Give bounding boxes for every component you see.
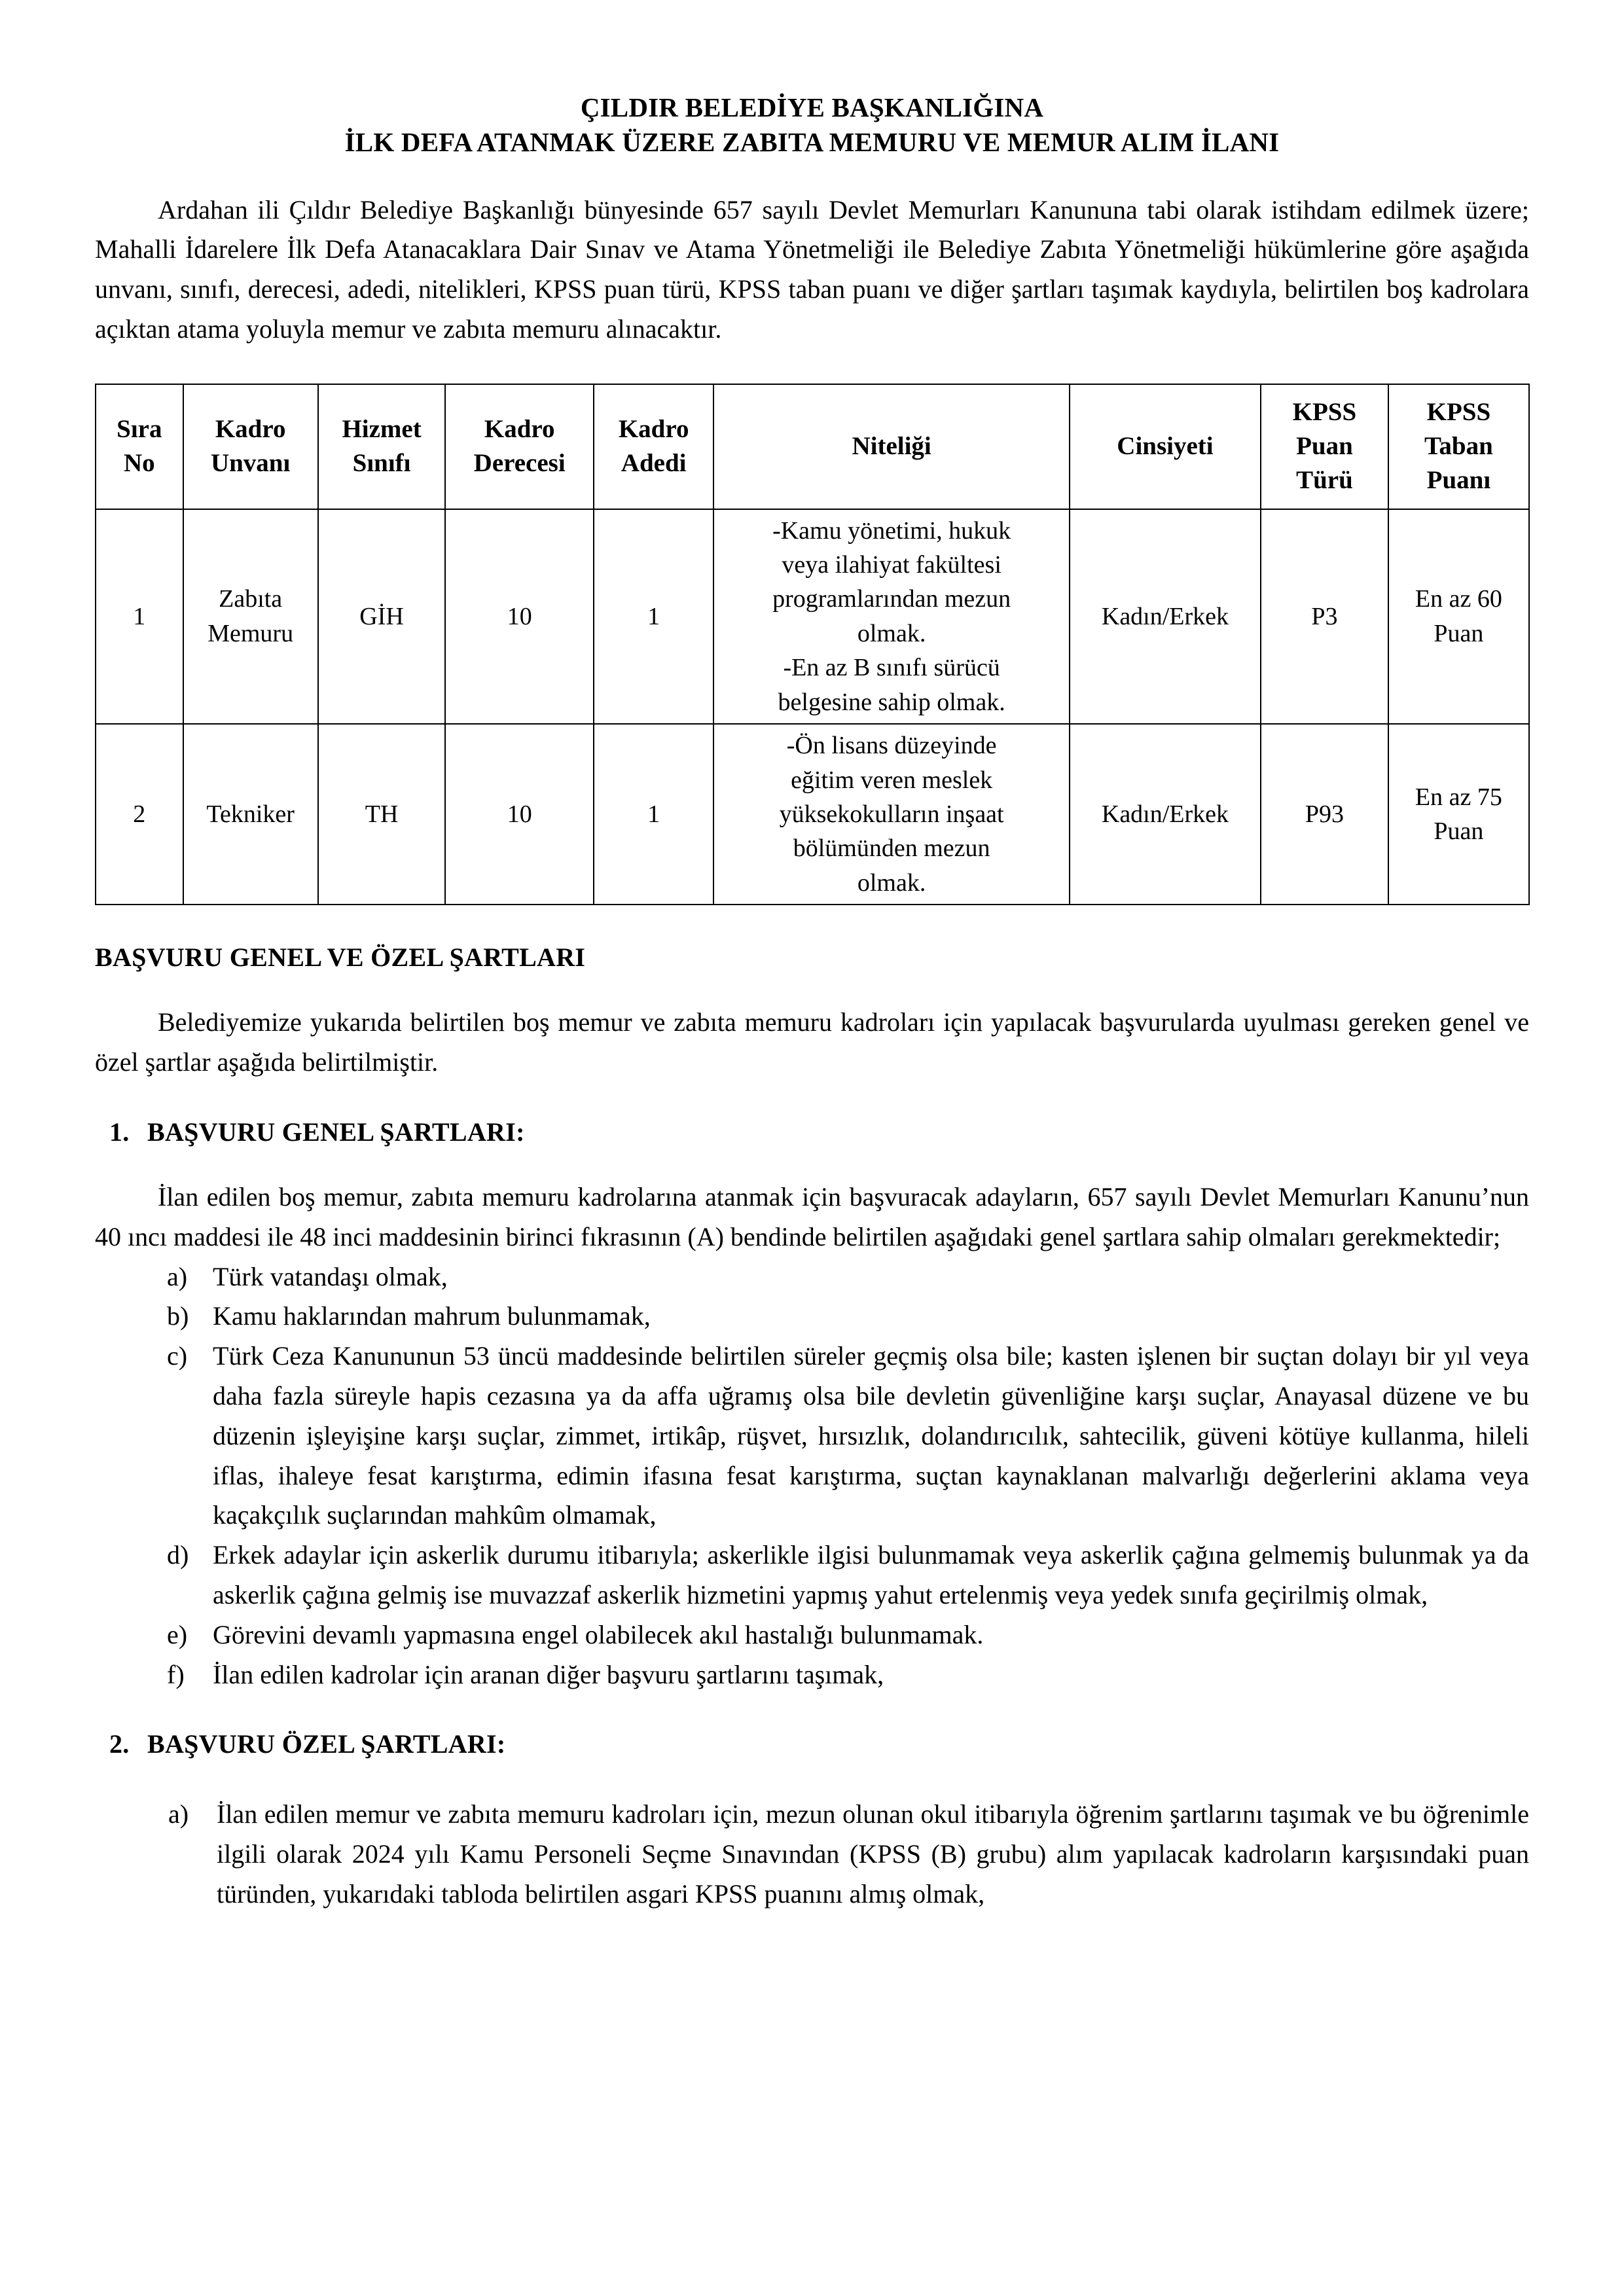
- header-text: Puan: [1296, 432, 1353, 461]
- column-header-kadro-adedi: [594, 384, 713, 509]
- list-item: [167, 1535, 1529, 1615]
- cell-hizmet-sinifi: TH: [318, 724, 446, 905]
- cell-kadro-unvani: Tekniker: [183, 724, 318, 905]
- cell-niteligi: [713, 509, 1070, 725]
- nitelik-line: eğitim veren meslek: [791, 766, 993, 794]
- list-marker: e): [167, 1619, 188, 1649]
- cell-sira-no: 2: [96, 724, 183, 905]
- title-line-2: İLK DEFA ATANMAK ÜZERE ZABITA MEMURU VE MEMUR ALIM İLANI: [344, 127, 1280, 158]
- header-text: Kadro: [618, 414, 689, 443]
- genel-ozel-sartlari-paragraph: Belediyemize yukarıda belirtilen boş memur ve zabıta memuru kadroları için yapılacak başvurularda uyulması gereken genel ve özel şartlar aşağıda belirtilmiştir.: [95, 1007, 1529, 1077]
- section-number: 1.: [109, 1117, 130, 1147]
- list-item: [167, 1615, 1529, 1655]
- header-text: Sınıfı: [352, 449, 411, 478]
- column-header-sira-no: [96, 384, 183, 509]
- section-heading-basvuru-ozel-sartlari: [95, 1695, 1529, 1759]
- list-marker: f): [167, 1659, 185, 1689]
- header-text: Derecesi: [473, 449, 566, 478]
- nitelik-line: yüksekokulların inşaat: [779, 800, 1004, 829]
- section-heading-label: BAŞVURU ÖZEL ŞARTLARI:: [147, 1729, 506, 1759]
- cell-niteligi: [713, 724, 1070, 905]
- cell-cinsiyeti: Kadın/Erkek: [1070, 724, 1261, 905]
- cell-cinsiyeti: Kadın/Erkek: [1070, 509, 1261, 725]
- cell-hizmet-sinifi: GİH: [318, 509, 446, 725]
- title-line-1: ÇILDIR BELEDİYE BAŞKANLIĞINA: [580, 92, 1044, 122]
- kadro-table: [95, 384, 1530, 906]
- list-item: [167, 1336, 1529, 1535]
- list-item: [167, 1257, 1529, 1297]
- header-text: Taban: [1424, 432, 1493, 461]
- list-item: [167, 1297, 1529, 1336]
- list-marker: d): [167, 1540, 189, 1570]
- list-item: [168, 1795, 1529, 1914]
- nitelik-line: belgesine sahip olmak.: [778, 688, 1005, 716]
- header-text: Niteliği: [852, 432, 931, 461]
- header-text: Adedi: [621, 449, 687, 478]
- header-text: Hizmet: [342, 414, 422, 443]
- header-text: Kadro: [215, 414, 286, 443]
- list-item-text: Erkek adaylar için askerlik durumu itibarıyla; askerlikle ilgisi bulunmamak veya askerlik çağına gelmemiş bulunmak ya da askerlik çağına gelmiş ise muvazzaf askerlik hizmetini yapmış yahut ertelenmiş veya yedek sınıfa geçirilmiş olmak,: [213, 1540, 1529, 1609]
- header-text: KPSS: [1426, 397, 1491, 426]
- cell-kadro-derecesi: 10: [445, 724, 593, 905]
- cell-kadro-adedi: 1: [594, 509, 713, 725]
- page-title: [95, 90, 1529, 160]
- section-number: 2.: [109, 1729, 130, 1759]
- list-marker: b): [167, 1301, 189, 1331]
- nitelik-line: olmak.: [857, 869, 926, 897]
- list-item-text: İlan edilen kadrolar için aranan diğer başvuru şartlarını taşımak,: [213, 1659, 884, 1689]
- section-heading-genel-ozel-sartlari: BAŞVURU GENEL VE ÖZEL ŞARTLARI: [95, 942, 586, 973]
- cell-kadro-derecesi: 10: [445, 509, 593, 725]
- ozel-sartlari-list: [95, 1795, 1529, 1914]
- cell-kpss-taban-puani: En az 75 Puan: [1388, 724, 1529, 905]
- header-text: Sıra: [117, 414, 162, 443]
- nitelik-line: -En az B sınıfı sürücü: [783, 654, 1000, 682]
- list-item-text: Türk Ceza Kanununun 53 üncü maddesinde belirtilen süreler geçmiş olsa bile; kasten işlenen bir suçtan dolayı bir yıl veya daha fazla süreyle hapis cezasına ya da affa uğramış olsa bile devletin güvenliğine karşı suçlar, Anayasal düzene ve bu düzenin işleyişine karşı suçlar, zimmet, irtikâp, rüşvet, hırsızlık, dolandırıcılık, sahtecilik, güveni kötüye kullanma, hileli iflas, ihaleye fesat karıştırma, edimin ifasına fesat karıştırma, suçtan kaynaklanan malvarlığı değerlerini aklama veya kaçakçılık suçlarından mahkûm olmamak,: [213, 1341, 1529, 1530]
- header-text: No: [123, 449, 155, 478]
- list-item-text: Türk vatandaşı olmak,: [213, 1261, 448, 1291]
- header-text: Puanı: [1426, 466, 1491, 495]
- section-heading-label: BAŞVURU GENEL ŞARTLARI:: [147, 1117, 525, 1147]
- genel-sartlari-intro: İlan edilen boş memur, zabıta memuru kadrolarına atanmak için başvuracak adayların, 657 sayılı Devlet Memurları Kanunu’nun 40 ıncı maddesi ile 48 inci maddesinin birinci fıkrasının (A) bendinde belirtilen aşağıdaki genel şartlara sahip olmaları gerekmektedir;: [95, 1181, 1529, 1251]
- cell-kpss-taban-puani: En az 60 Puan: [1388, 509, 1529, 725]
- list-marker: c): [167, 1341, 188, 1371]
- nitelik-line: veya ilahiyat fakültesi: [782, 550, 1001, 579]
- table-header-row: [96, 384, 1529, 509]
- nitelik-line: programlarından mezun: [772, 585, 1011, 613]
- column-header-kpss-puan-turu: [1261, 384, 1388, 509]
- list-marker: a): [168, 1799, 189, 1829]
- cell-kadro-unvani: Zabıta Memuru: [183, 509, 318, 725]
- header-text: Türü: [1296, 466, 1353, 495]
- list-item-text: İlan edilen memur ve zabıta memuru kadroları için, mezun olunan okul itibarıyla öğrenim şartlarını taşımak ve bu öğrenimle ilgili olarak 2024 yılı Kamu Personeli Seçme Sınavından (KPSS (B) grubu) alım yapılacak kadroların karşısındaki puan türünden, yukarıdaki tabloda belirtilen asgari KPSS puanını almış olmak,: [217, 1799, 1529, 1909]
- nitelik-line: -Ön lisans düzeyinde: [786, 732, 997, 760]
- nitelik-line: -Kamu yönetimi, hukuk: [772, 516, 1011, 545]
- cell-sira-no: 1: [96, 509, 183, 725]
- list-item-text: Kamu haklarından mahrum bulunmamak,: [213, 1301, 651, 1331]
- column-header-hizmet-sinifi: [318, 384, 446, 509]
- list-marker: a): [167, 1261, 188, 1291]
- table-row: [96, 509, 1529, 725]
- column-header-kpss-taban-puani: [1388, 384, 1529, 509]
- cell-kadro-adedi: 1: [594, 724, 713, 905]
- section-heading-basvuru-genel-sartlari: [95, 1083, 1529, 1147]
- cell-kpss-puan-turu: P93: [1261, 724, 1388, 905]
- table-row: [96, 724, 1529, 905]
- list-item-text: Görevini devamlı yapmasına engel olabilecek akıl hastalığı bulunmamak.: [213, 1619, 984, 1649]
- genel-sartlari-list: [95, 1257, 1529, 1695]
- column-header-cinsiyeti: [1070, 384, 1261, 509]
- cell-kpss-puan-turu: P3: [1261, 509, 1388, 725]
- header-text: Kadro: [484, 414, 555, 443]
- header-text: Unvanı: [210, 449, 291, 478]
- column-header-niteligi: [713, 384, 1070, 509]
- nitelik-line: bölümünden mezun: [793, 834, 990, 863]
- header-text: Cinsiyeti: [1117, 432, 1214, 461]
- column-header-kadro-unvani: [183, 384, 318, 509]
- column-header-kadro-derecesi: [445, 384, 593, 509]
- header-text: KPSS: [1292, 397, 1357, 426]
- intro-paragraph: Ardahan ili Çıldır Belediye Başkanlığı bünyesinde 657 sayılı Devlet Memurları Kanununa tabi olarak istihdam edilmek üzere; Mahalli İdarelere İlk Defa Atanacaklara Dair Sınav ve Atama Yönetmeliği ile Belediye Zabıta Yönetmeliği hükümlerine göre aşağıda unvanı, sınıfı, derecesi, adedi, nitelikleri, KPSS puan türü, KPSS taban puanı ve diğer şartları taşımak kaydıyla, belirtilen boş kadrolara açıktan atama yoluyla memur ve zabıta memuru alınacaktır.: [95, 194, 1529, 344]
- nitelik-line: olmak.: [857, 619, 926, 647]
- list-item: [167, 1655, 1529, 1695]
- spacer: [95, 1759, 1529, 1765]
